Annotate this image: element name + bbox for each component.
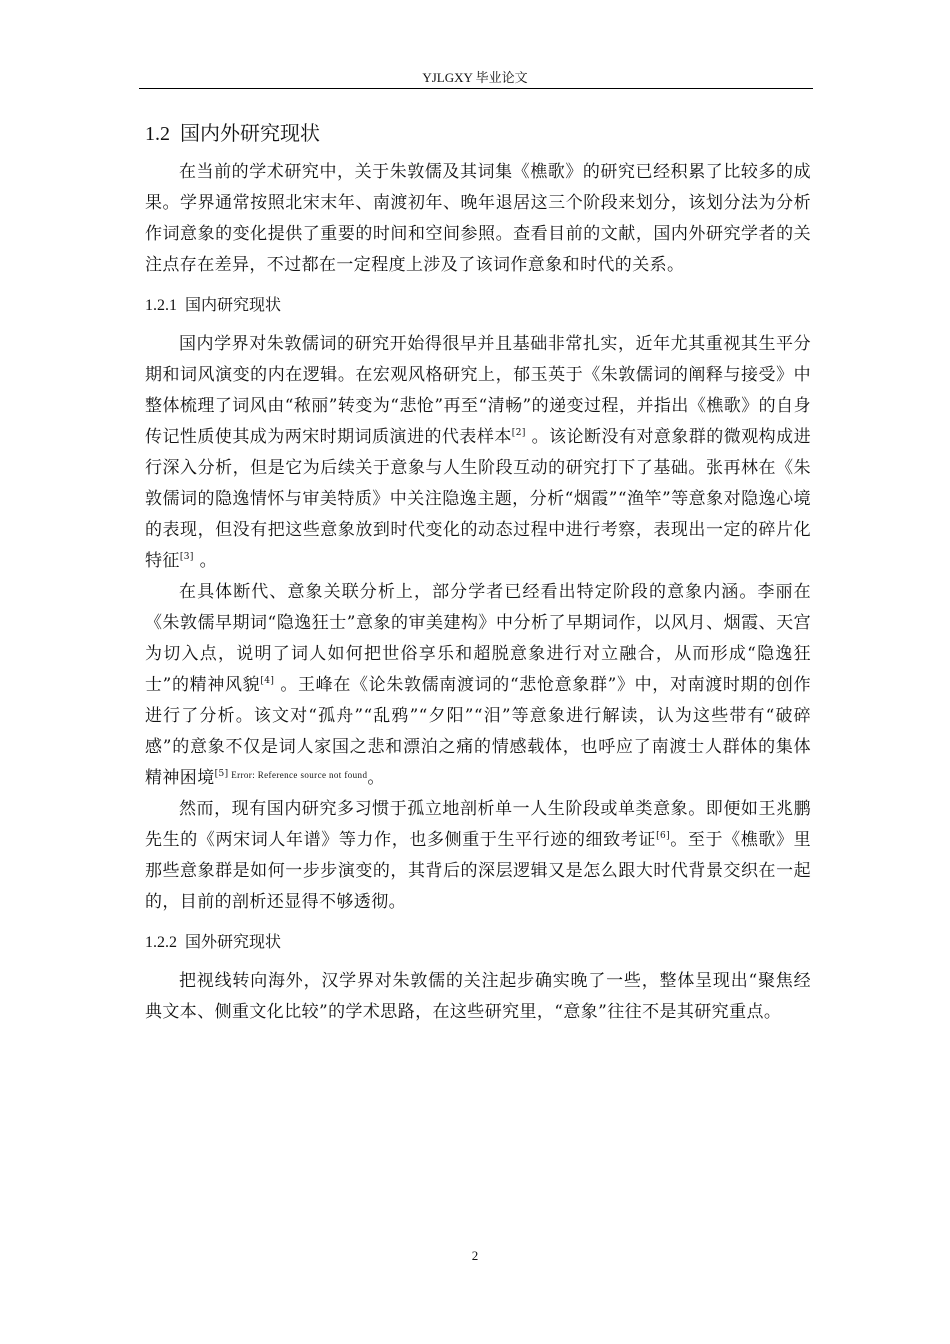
- intro-paragraph: 在当前的学术研究中，关于朱敦儒及其词集《樵歌》的研究已经积累了比较多的成果。学界通常按照北宋末年、南渡初年、晚年退居这三个阶段来划分，该划分法为分析作词意象的变化提供了重要的时间和空间参照。查看目前的文献，国内外研究学者的关注点存在差异，不过都在一定程度上涉及了该词作意象和时代的关系。: [145, 162, 811, 275]
- paragraph-text: 国内学界对朱敦儒词的研究开始得很早并且基础非常扎实，近年尤其重视其生平分期和词风演变的内在逻辑。在宏观风格研究上，郁玉英于《朱敦儒词的阐释与接受》中整体梳理了词风由“秾丽”转变为“悲怆”再至“清畅”的递变过程，并指出《樵歌》的自身传记性质使其成为两宋时期词质演进的代表样本: [145, 334, 811, 447]
- subsection-heading-foreign: [145, 930, 811, 955]
- paragraph-text: 。该论断没有对意象群的微观构成进行深入分析，但是它为后续关于意象与人生阶段互动的研究打下了基础。张再林在《朱敦儒词的隐逸情怀与审美特质》中关注隐逸主题，分析“烟霞”“渔竿”等意象对隐逸心境的表现，但没有把这些意象放到时代变化的动态过程中进行考察，表现出一定的碎片化特征: [145, 427, 812, 571]
- paragraph-text: 。: [367, 768, 385, 788]
- document-body: [145, 118, 811, 1028]
- paragraph-text: 。至于《樵歌》里那些意象群是如何一步步演变的，其背后的深层逻辑又是怎么跟大时代背景交织在一起的，目前的剖析还显得不够透彻。: [145, 830, 811, 912]
- paragraph-text: 然而，现有国内研究多习惯于孤立地剖析单一人生阶段或单类意象。即便如王兆鹏先生的《两宋词人年谱》等力作，也多侧重于生平行迹的细致考证: [145, 799, 811, 850]
- subsection-number: 1.2.1: [145, 297, 177, 314]
- domestic-paragraph-2: [145, 577, 811, 794]
- section-number: 1.2: [145, 123, 170, 145]
- citation: [3]: [179, 552, 194, 562]
- subsection-heading-domestic: [145, 293, 811, 318]
- reference-error-text: Error: Reference source not found: [228, 770, 368, 780]
- domestic-paragraph-1: [145, 329, 811, 577]
- running-header: YJLGXY 毕业论文: [422, 70, 528, 85]
- section-title: 国内外研究现状: [180, 121, 320, 145]
- domestic-paragraph-3: [145, 794, 811, 918]
- foreign-paragraph-1: 把视线转向海外，汉学界对朱敦儒的关注起步确实晚了一些，整体呈现出“聚焦经典文本、侧重文化比较”的学术思路，在这些研究里，“意象”往往不是其研究重点。: [145, 971, 811, 1022]
- page-number: 2: [471, 1248, 479, 1263]
- header-divider: [139, 88, 813, 89]
- citation: [6]: [656, 831, 671, 841]
- citation: [4]: [260, 676, 275, 686]
- citation: [5]: [214, 769, 229, 779]
- paragraph-text: 。王峰在《论朱敦儒南渡词的“悲怆意象群”》中，对南渡时期的创作进行了分析。该文对“孤舟”“乱鸦”“夕阳”“泪”等意象进行解读，认为这些带有“破碎感”的意象不仅是词人家国之悲和漂泊之痛的情感载体，也呼应了南渡士人群体的集体精神困境: [145, 675, 811, 788]
- citation: [2]: [511, 428, 526, 438]
- section-heading: [145, 118, 811, 149]
- subsection-number: 1.2.2: [145, 934, 177, 951]
- paragraph-text: 在具体断代、意象关联分析上，部分学者已经看出特定阶段的意象内涵。李丽在《朱敦儒早期词“隐逸狂士”意象的审美建构》中分析了早期词作，以风月、烟霞、天宫为切入点，说明了词人如何把世俗享乐和超脱意象进行对立融合，从而形成“隐逸狂士”的精神风貌: [145, 582, 811, 695]
- subsection-title: 国内研究现状: [185, 295, 282, 314]
- subsection-title: 国外研究现状: [185, 932, 282, 951]
- paragraph-text: 。: [193, 551, 217, 571]
